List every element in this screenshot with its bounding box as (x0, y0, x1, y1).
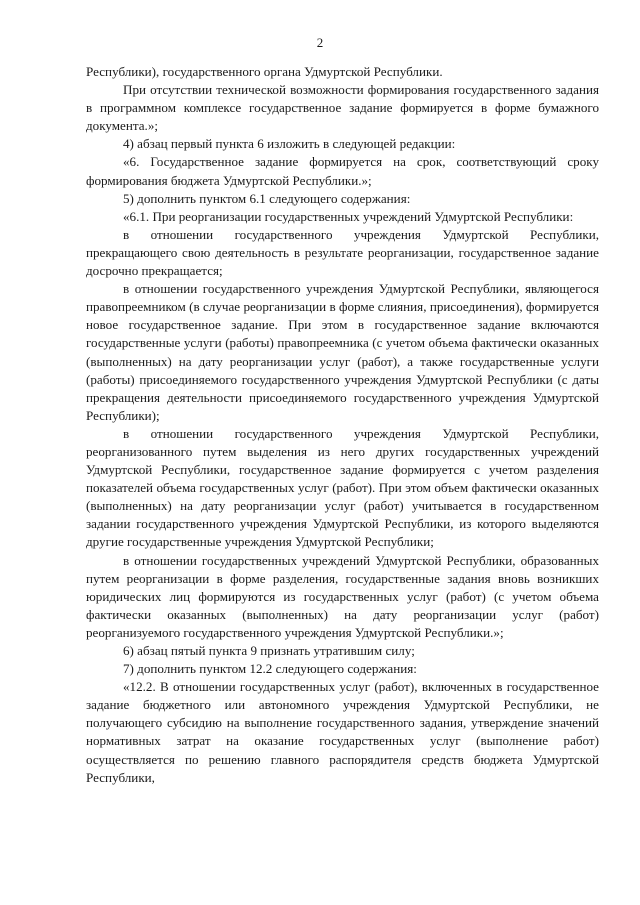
paragraph: в отношении государственного учреждения Удмуртской Республики, реорганизованного путем выделения из него других государственных учреждений Удмуртской Республики, государственное задание формируется с учетом разделения показателей объема государственных услуг (работ). При этом объем фактически оказанных (выполненных) на дату реорганизации услуг (работ) учитывается в государственном задании государственного учреждения Удмуртской Республики, из которого выделяются другие государственные учреждения Удмуртской Республики; (86, 425, 599, 550)
paragraph: «6.1. При реорганизации государственных учреждений Удмуртской Республики: (123, 208, 574, 224)
paragraph: При отсутствии технической возможности формирования государственного задания в программном комплексе государственное задание формируется в форме бумажного документа.»; (86, 82, 599, 134)
paragraph: в отношении государственного учреждения Удмуртской Республики, прекращающего свою деятельность в результате реорганизации, государственное задание досрочно прекращается; (86, 226, 599, 279)
paragraph: в отношении государственного учреждения Удмуртской Республики, являющегося правопреемником (в случае реорганизации в форме слияния, присоединения), формируется новое государственное задание. При этом в государственное задание включаются государственные услуги (работы) правопреемника (с учетом объема фактически оказанных (выполненных) на дату реорганизации услуг (работ), а также государственные услуги (работы) присоединяемого государственного учреждения Удмуртской Республики (с даты прекращения деятельности присоединяемого государственного учреждения Удмуртской Республики); (86, 281, 599, 423)
page-number: 2 (316, 35, 324, 50)
paragraph: «6. Государственное задание формируется на срок, соответствующий сроку формирования бюджета Удмуртской Республики.»; (86, 154, 599, 188)
paragraph: «12.2. В отношении государственных услуг (работ), включенных в государственное задание бюджетного или автономного учреждения Удмуртской Республики, не получающего субсидию на выполнение государственного задания, утверждение значений нормативных затрат на оказание государственных услуг (выполнение работ) осуществляется по решению главного распорядителя средств бюджета Удмуртской Республики, (86, 679, 599, 785)
paragraph: Республики), государственного органа Удмуртской Республики. (86, 64, 443, 79)
paragraph: 6) абзац пятый пункта 9 признать утратившим силу; (123, 643, 415, 658)
paragraph: в отношении государственных учреждений Удмуртской Республики, образованных путем реорганизации в форме разделения, государственные задания вновь возникших юридических лиц формируются из государственных услуг (работ) (с учетом объема фактически оказанных (выполненных) на дату реорганизации услуг (работ) реорганизуемого государственного учреждения Удмуртской Республики.»; (86, 552, 599, 640)
paragraph: 7) дополнить пунктом 12.2 следующего содержания: (123, 661, 417, 677)
document-body (86, 63, 599, 787)
paragraph: 4) абзац первый пункта 6 изложить в следующей редакции: (123, 136, 456, 152)
paragraph: 5) дополнить пунктом 6.1 следующего содержания: (123, 190, 411, 206)
